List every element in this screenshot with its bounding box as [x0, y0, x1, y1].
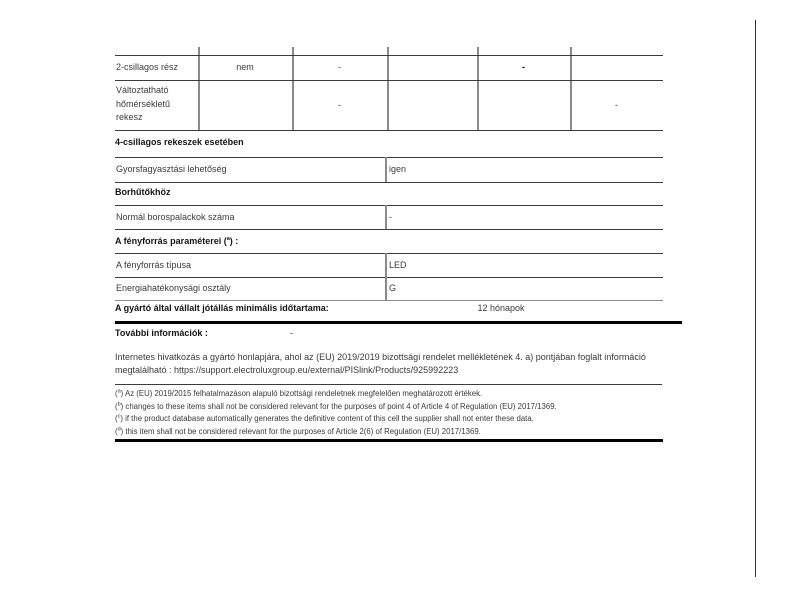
four-star-table — [115, 157, 663, 182]
section-title-light-source — [115, 236, 238, 246]
guarantee-label: A gyártó által vállalt jótállás minimális időtartama: — [115, 303, 329, 313]
more-info-label: További információk : — [115, 328, 208, 338]
footnote-open: ( — [115, 389, 118, 398]
footnote-text: ) if the product database automatically generates the definitive content of this cell the supplier shall not enter these data. — [120, 414, 534, 424]
footnote — [115, 388, 675, 401]
footnote-open: ( — [115, 401, 118, 411]
table-rule — [115, 300, 663, 301]
guarantee-value: 12 hónapok — [477, 303, 525, 313]
row-label: Energiahatékonysági osztály — [116, 283, 231, 293]
row-value: - — [389, 212, 392, 222]
title-text: A fényforrás paraméterei ( — [115, 236, 227, 246]
compartment-table — [115, 47, 663, 130]
footnote — [115, 401, 675, 414]
table-cell: - — [338, 62, 341, 72]
footnote-text: ) Az (EU) 2019/2015 felhatalmazáson alapuló bizottsági rendeletnek megfelelően meghatározott értékek. — [120, 389, 483, 398]
row-value: LED — [389, 260, 407, 270]
footnotes-block — [115, 388, 675, 439]
section-separator — [115, 321, 682, 324]
row-label: Gyorsfagyasztási lehetőség — [116, 164, 227, 174]
title-text: ) : — [229, 236, 239, 246]
row-label: 2-csillagos rész — [116, 62, 179, 72]
footnote-superscript: a — [117, 388, 121, 395]
title-superscript: a — [226, 236, 230, 242]
page-edge-line — [755, 20, 756, 577]
footnote-text: ) this item shall not be considered relevant for the purposes of Article 2(6) of Regulation (EU) 2017/1369. — [120, 427, 481, 437]
footnote-open: ( — [115, 427, 118, 437]
footnote-superscript: b — [117, 401, 121, 408]
footnote — [115, 426, 675, 439]
row-label-text: Változtatható hőmérsékletű rekesz — [116, 85, 171, 122]
row-value: igen — [389, 164, 407, 174]
table-rule — [115, 130, 663, 131]
manufacturer-link-paragraph: Internetes hivatkozás a gyártó honlapjára, ahol az (EU) 2019/2019 bizottsági rendelet mellékletének 4. a) pontjában foglalt információ megtalálható : https://support.electroluxgroup.eu/external/PISlink/Products/925992223 — [115, 352, 646, 376]
light-source-table — [115, 253, 663, 300]
footnote — [115, 413, 675, 426]
footnote-open: ( — [115, 414, 118, 424]
wine-table — [115, 205, 663, 229]
row-label: A fényforrás típusa — [116, 260, 192, 270]
section-title-wine: Borhűtőkhöz — [115, 187, 171, 197]
table-cell: - — [338, 100, 341, 110]
table-rule — [115, 182, 663, 183]
section-title-four-star: 4-csillagos rekeszek esetében — [115, 137, 244, 147]
more-info-value: - — [290, 328, 293, 338]
row-value: G — [389, 283, 397, 293]
table-cell: - — [522, 62, 525, 72]
footnote-separator — [115, 384, 662, 385]
footnote-text: ) changes to these items shall not be considered relevant for the purposes of point 4 of Article 4 of Regulation (EU) 2017/1369. — [120, 401, 557, 411]
table-rule — [115, 229, 663, 230]
footnote-superscript: c — [117, 413, 121, 420]
footnote-superscript: d — [117, 426, 121, 433]
table-cell: - — [615, 100, 618, 110]
table-cell: nem — [236, 62, 254, 72]
document-bottom-rule — [115, 439, 663, 442]
row-label — [115, 84, 198, 125]
row-label: Normál borospalackok száma — [116, 212, 235, 222]
table-divider — [387, 47, 389, 130]
